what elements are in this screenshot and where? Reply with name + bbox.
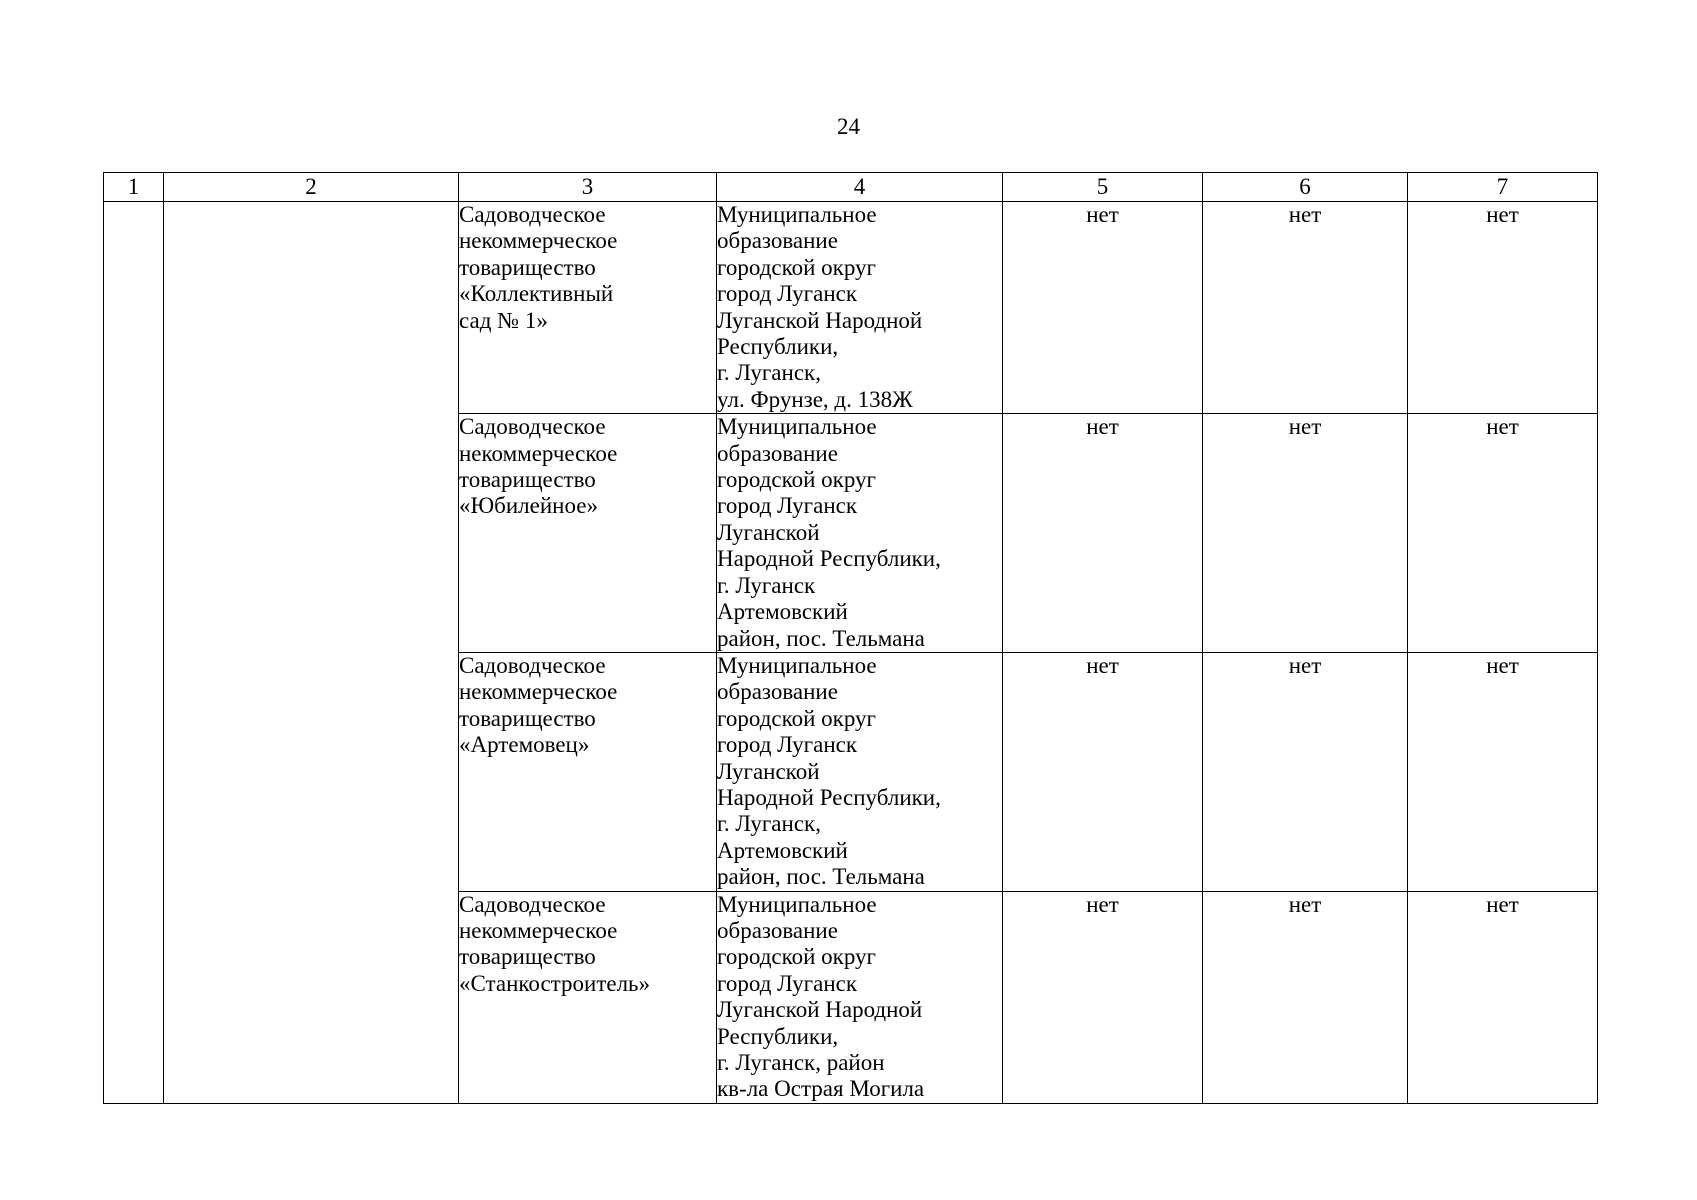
organization-name-line: некоммерческое bbox=[459, 679, 618, 705]
address-line: Муниципальное bbox=[717, 202, 877, 227]
organization-name-line: «Коллективный bbox=[459, 281, 614, 307]
address-line: город Луганск bbox=[717, 970, 858, 996]
organization-name-cell bbox=[459, 414, 717, 653]
organization-name-line: некоммерческое bbox=[459, 917, 618, 943]
column-6-value: нет bbox=[1203, 652, 1408, 891]
header-row bbox=[104, 173, 1598, 202]
organization-name-line: Садоводческое bbox=[459, 414, 606, 440]
organization-name-line: «Станкостроитель» bbox=[459, 970, 651, 996]
address-line: Луганской bbox=[717, 519, 820, 545]
address-cell bbox=[717, 652, 1003, 891]
address-line: городской округ bbox=[717, 467, 876, 493]
column-5-value: нет bbox=[1003, 652, 1203, 891]
table-row bbox=[104, 202, 1598, 414]
organization-name-line: товарищество bbox=[459, 944, 596, 970]
cell-subject-merged bbox=[164, 202, 459, 1104]
organization-name-line: сад № 1» bbox=[459, 307, 548, 333]
address-line: Республики, bbox=[717, 1023, 839, 1049]
column-6-value: нет bbox=[1203, 202, 1408, 414]
address-line: ул. Фрунзе, д. 138Ж bbox=[717, 386, 913, 412]
organization-name-line: Садоводческое bbox=[459, 202, 606, 227]
document-table bbox=[103, 172, 1598, 1104]
address-line: город Луганск bbox=[717, 732, 858, 758]
address-line: город Луганск bbox=[717, 493, 858, 519]
column-6-value: нет bbox=[1203, 414, 1408, 653]
column-7-value: нет bbox=[1408, 891, 1598, 1103]
address-line: Муниципальное bbox=[717, 891, 877, 917]
header-cell-1: 1 bbox=[104, 173, 164, 202]
column-7-value: нет bbox=[1408, 652, 1598, 891]
column-7-value: нет bbox=[1408, 202, 1598, 414]
column-6-value: нет bbox=[1203, 891, 1408, 1103]
header-cell-3: 3 bbox=[459, 173, 717, 202]
address-cell bbox=[717, 891, 1003, 1103]
address-line: район, пос. Тельмана bbox=[717, 625, 925, 651]
column-5-value: нет bbox=[1003, 891, 1203, 1103]
address-line: Муниципальное bbox=[717, 414, 877, 440]
address-line: г. Луганск bbox=[717, 572, 816, 598]
address-line: Луганской bbox=[717, 758, 820, 784]
organization-name-cell bbox=[459, 652, 717, 891]
organization-name-line: некоммерческое bbox=[459, 440, 618, 466]
address-line: образование bbox=[717, 679, 838, 705]
address-line: кв-ла Острая Могила bbox=[717, 1076, 925, 1102]
address-line: Луганской Народной bbox=[717, 997, 923, 1023]
column-5-value: нет bbox=[1003, 414, 1203, 653]
organization-name-line: «Артемовец» bbox=[459, 732, 590, 758]
column-5-value: нет bbox=[1003, 202, 1203, 414]
address-cell bbox=[717, 414, 1003, 653]
header-cell-6: 6 bbox=[1203, 173, 1408, 202]
address-line: город Луганск bbox=[717, 281, 858, 307]
organization-name-cell bbox=[459, 891, 717, 1103]
address-line: Республики, bbox=[717, 334, 839, 360]
address-line: образование bbox=[717, 228, 838, 254]
address-line: район, пос. Тельмана bbox=[717, 864, 925, 890]
header-cell-7: 7 bbox=[1408, 173, 1598, 202]
organization-name-line: некоммерческое bbox=[459, 228, 618, 254]
organization-name-line: товарищество bbox=[459, 705, 596, 731]
address-line: Муниципальное bbox=[717, 652, 877, 678]
address-line: Народной Республики, bbox=[717, 546, 941, 572]
address-line: Артемовский bbox=[717, 599, 848, 625]
organization-name-cell bbox=[459, 202, 717, 414]
header-cell-4: 4 bbox=[717, 173, 1003, 202]
address-cell bbox=[717, 202, 1003, 414]
organization-name-line: Садоводческое bbox=[459, 652, 606, 678]
address-line: Артемовский bbox=[717, 837, 848, 863]
address-line: образование bbox=[717, 440, 838, 466]
address-line: городской округ bbox=[717, 705, 876, 731]
address-line: образование bbox=[717, 917, 838, 943]
organization-name-line: товарищество bbox=[459, 467, 596, 493]
organization-name-line: товарищество bbox=[459, 254, 596, 280]
address-line: Луганской Народной bbox=[717, 307, 923, 333]
column-7-value: нет bbox=[1408, 414, 1598, 653]
header-cell-2: 2 bbox=[164, 173, 459, 202]
organization-name-line: «Юбилейное» bbox=[459, 493, 598, 519]
header-cell-5: 5 bbox=[1003, 173, 1203, 202]
address-line: г. Луганск, район bbox=[717, 1050, 885, 1075]
organization-name-line: Садоводческое bbox=[459, 891, 606, 917]
address-line: городской округ bbox=[717, 254, 876, 280]
address-line: Народной Республики, bbox=[717, 784, 941, 810]
cell-number-merged bbox=[104, 202, 164, 1104]
address-line: г. Луганск, bbox=[717, 360, 821, 386]
page-number: 24 bbox=[837, 114, 860, 139]
address-line: городской округ bbox=[717, 944, 876, 970]
address-line: г. Луганск, bbox=[717, 811, 821, 837]
